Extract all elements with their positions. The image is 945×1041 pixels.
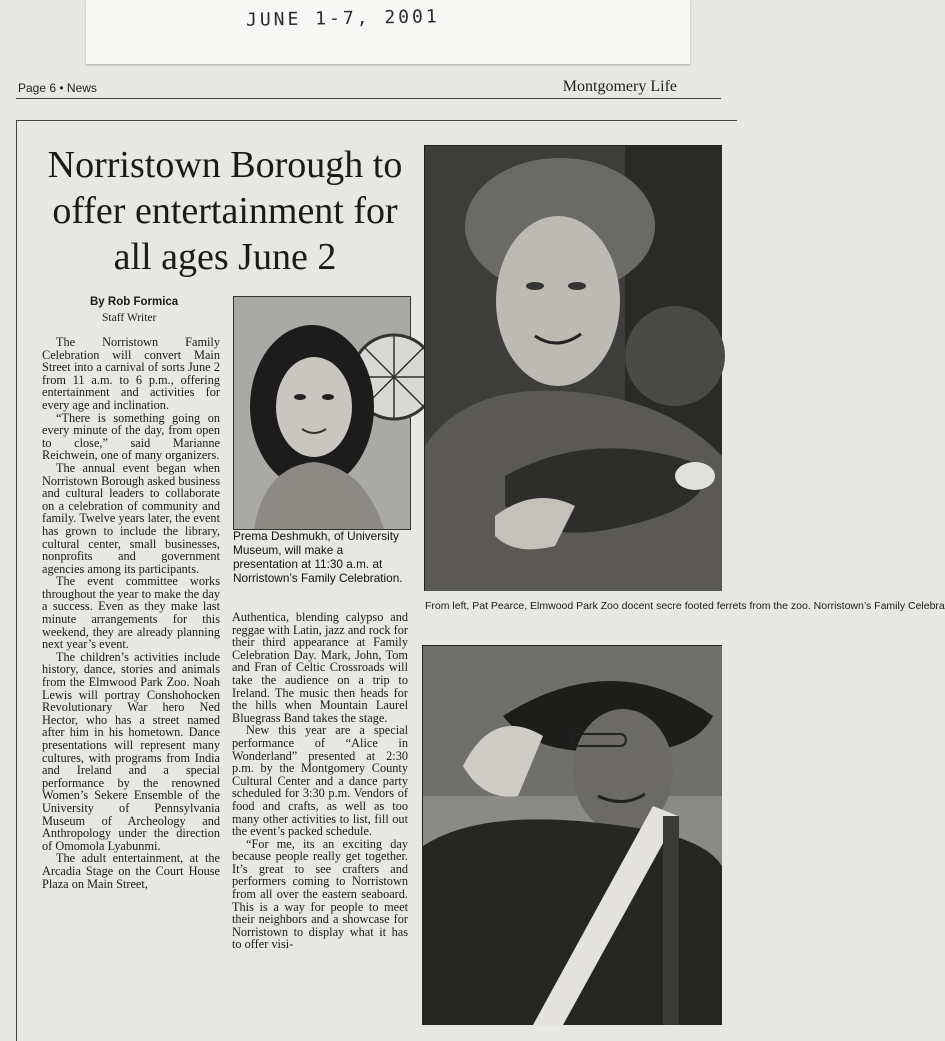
paragraph: New this year are a special performance of “Alice in Wonderland” presented at 2:30 p.m. by the Montgomery County Cultural Center and a dance party scheduled for 3:30 p.m. Vendors of food and crafts, as well as too many other activities to list, fill out the event’s packed schedule. xyxy=(232,723,408,839)
paragraph: The Norristown Family Celebration will convert Main Street into a carnival of sorts June 2 from 11 a.m. to 6 p.m., offering entertainment and activities for every age and inclination. xyxy=(42,335,220,412)
zoo-caption: From left, Pat Pearce, Elmwood Park Zoo docent secre footed ferrets from the zoo. Norristown’s Family Celebra xyxy=(425,600,945,612)
byline-role: Staff Writer xyxy=(102,312,157,324)
handwritten-date-note xyxy=(86,0,690,64)
paragraph: The event committee works throughout the year to make the day a success. Even as they make last minute arrangements for this weekend, they are already planning next year’s event. xyxy=(42,574,220,652)
article-column-1 xyxy=(42,336,220,1024)
deshmukh-caption: Prema Deshmukh, of University Museum, will make a presentation at 11:30 a.m. at Norristown’s Family Celebration. xyxy=(233,529,403,585)
article-column-2 xyxy=(232,611,408,1024)
reenactor-photo xyxy=(422,645,722,1025)
zoo-docent-photo xyxy=(424,145,722,591)
paragraph: “There is something going on every minute of the day, from open to close,” said Marianne Reichwein, one of many organizers. xyxy=(42,410,220,463)
paragraph: The adult entertainment, at the Arcadia Stage on the Court House Plaza on Main Street, xyxy=(42,851,220,891)
paragraph: The children’s activities include history, dance, stories and animals from the Elmwood Park Zoo. Noah Lewis will portray Conshohocken Revolutionary War hero Ned Hector, who has a street named after him in his hometown. Dance presentations will represent many cultures, with programs from India and Ireland and a special performance by the renowned Women’s Sekere Ensemble of the University of Pennsylvania Museum of Archeology and Anthropology under the direction of Omomola Lyabunmi. xyxy=(42,649,220,853)
page-folio: Page 6 • News xyxy=(18,81,97,95)
section-name: Montgomery Life xyxy=(562,78,677,95)
paragraph: “For me, its an exciting day because people really get together. It’s great to see crafters and performers coming to Norristown from all over the eastern seaboard. This is a way for people to meet their neighbors and a showcase for Norristown to display what it has to offer visi- xyxy=(232,836,408,952)
handwritten-date: JUNE 1-7, 2001 xyxy=(245,6,440,31)
paragraph: The annual event began when Norristown Borough asked business and cultural leaders to collaborate on a celebration of community and family. Twelve years later, the event has grown to include the library, cultural center, small businesses, nonprofits and government agencies among its participants. xyxy=(42,460,220,576)
article-headline: Norristown Borough to offer entertainment for all ages June 2 xyxy=(47,144,403,278)
deshmukh-photo xyxy=(233,296,411,530)
article-byline: By Rob Formica xyxy=(90,296,179,308)
header-rule xyxy=(16,98,721,99)
paragraph: Authentica, blending calypso and reggae with Latin, jazz and rock for their third appearance at Family Celebration Day. Mark, John, Tom and Fran of Celtic Crossroads will take the audience on a trip to Ireland. The music then heads for the hills when Mountain Laurel Bluegrass Band takes the stage. xyxy=(232,610,408,725)
